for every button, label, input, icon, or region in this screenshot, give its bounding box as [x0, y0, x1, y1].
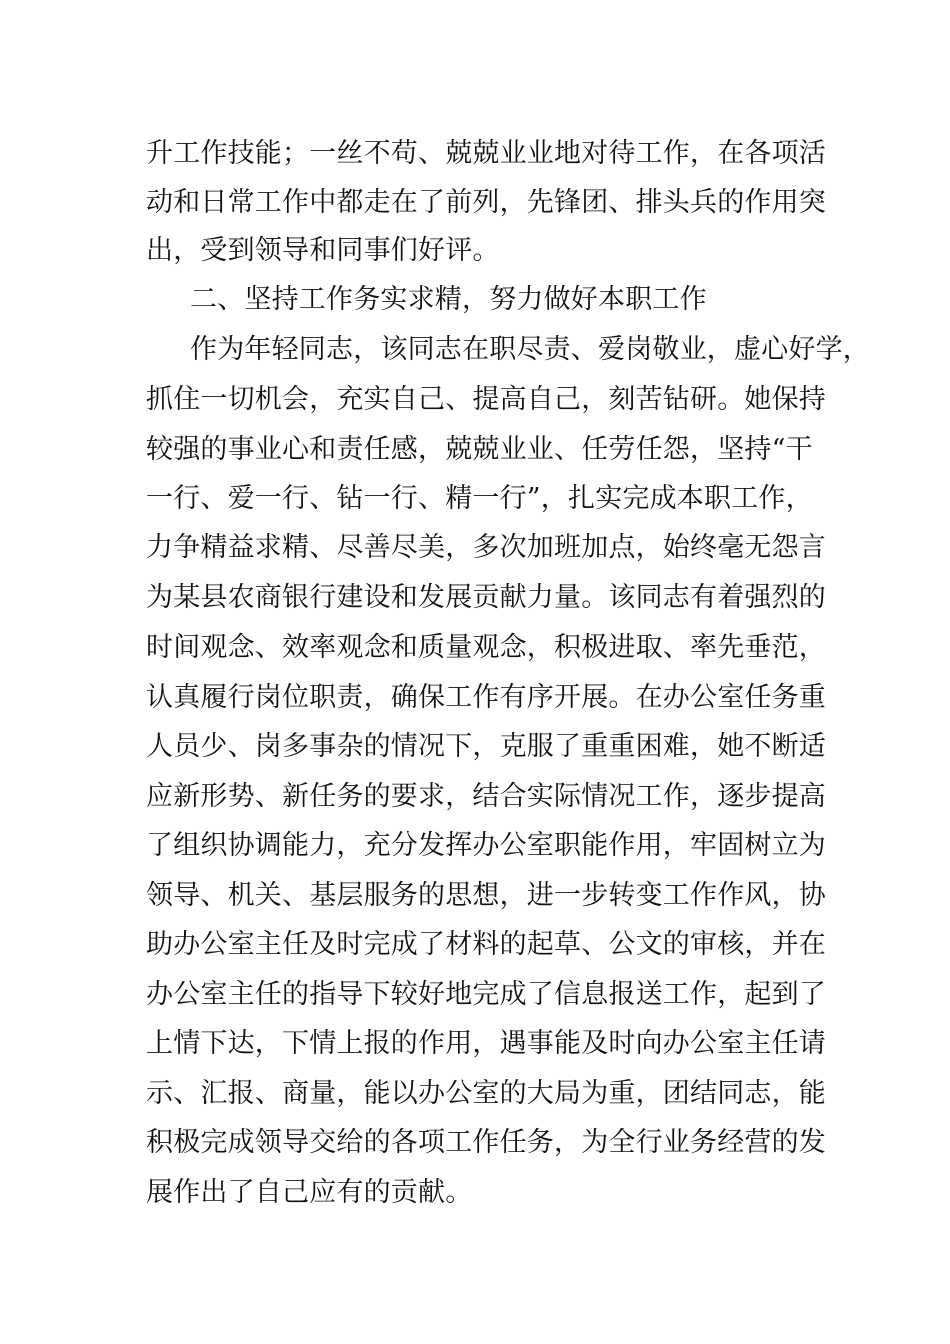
text-line: 升工作技能；一丝不苟、兢兢业业地对待工作，在各项活: [146, 138, 826, 169]
section-heading: 二、坚持工作务实求精，努力做好本职工作: [190, 284, 707, 315]
text-line: 应新形势、新任务的要求，结合实际情况工作，逐步提高: [146, 781, 826, 812]
text-line: 办公室主任的指导下较好地完成了信息报送工作，起到了: [146, 979, 826, 1010]
text-line: 了组织协调能力，充分发挥办公室职能作用，牢固树立为: [146, 830, 826, 861]
text-line: 上情下达，下情上报的作用，遇事能及时向办公室主任请: [146, 1028, 826, 1059]
text-line: 展作出了自己应有的贡献。: [146, 1177, 473, 1208]
text-line: 领导、机关、基层服务的思想，进一步转变工作作风，协: [146, 880, 826, 911]
text-line: 出，受到领导和同事们好评。: [146, 235, 500, 266]
text-line: 动和日常工作中都走在了前列，先锋团、排头兵的作用突: [146, 187, 826, 218]
text-line: 为某县农商银行建设和发展贡献力量。该同志有着强烈的: [146, 582, 826, 613]
text-line: 积极完成领导交给的各项工作任务，为全行业务经营的发: [146, 1127, 826, 1158]
text-line: 抓住一切机会，充实自己、提高自己，刻苦钻研。她保持: [146, 384, 826, 415]
text-line: 助办公室主任及时完成了材料的起草、公文的审核，并在: [146, 929, 826, 960]
text-line: 作为年轻同志，该同志在职尽责、爱岗敬业，虚心好学，: [190, 334, 870, 365]
text-line: 认真履行岗位职责，确保工作有序开展。在办公室任务重: [146, 682, 826, 713]
text-line: 力争精益求精、尽善尽美，多次加班加点，始终毫无怨言: [146, 532, 826, 563]
text-line: 较强的事业心和责任感，兢兢业业、任劳任怨，坚持“干: [146, 434, 813, 465]
text-line: 时间观念、效率观念和质量观念，积极进取、率先垂范，: [146, 632, 826, 663]
text-line: 人员少、岗多事杂的情况下，克服了重重困难，她不断适: [146, 731, 826, 762]
text-line: 一行、爱一行、钻一行、精一行”，扎实完成本职工作，: [146, 483, 813, 514]
text-line: 示、汇报、商量，能以办公室的大局为重，团结同志，能: [146, 1078, 826, 1109]
